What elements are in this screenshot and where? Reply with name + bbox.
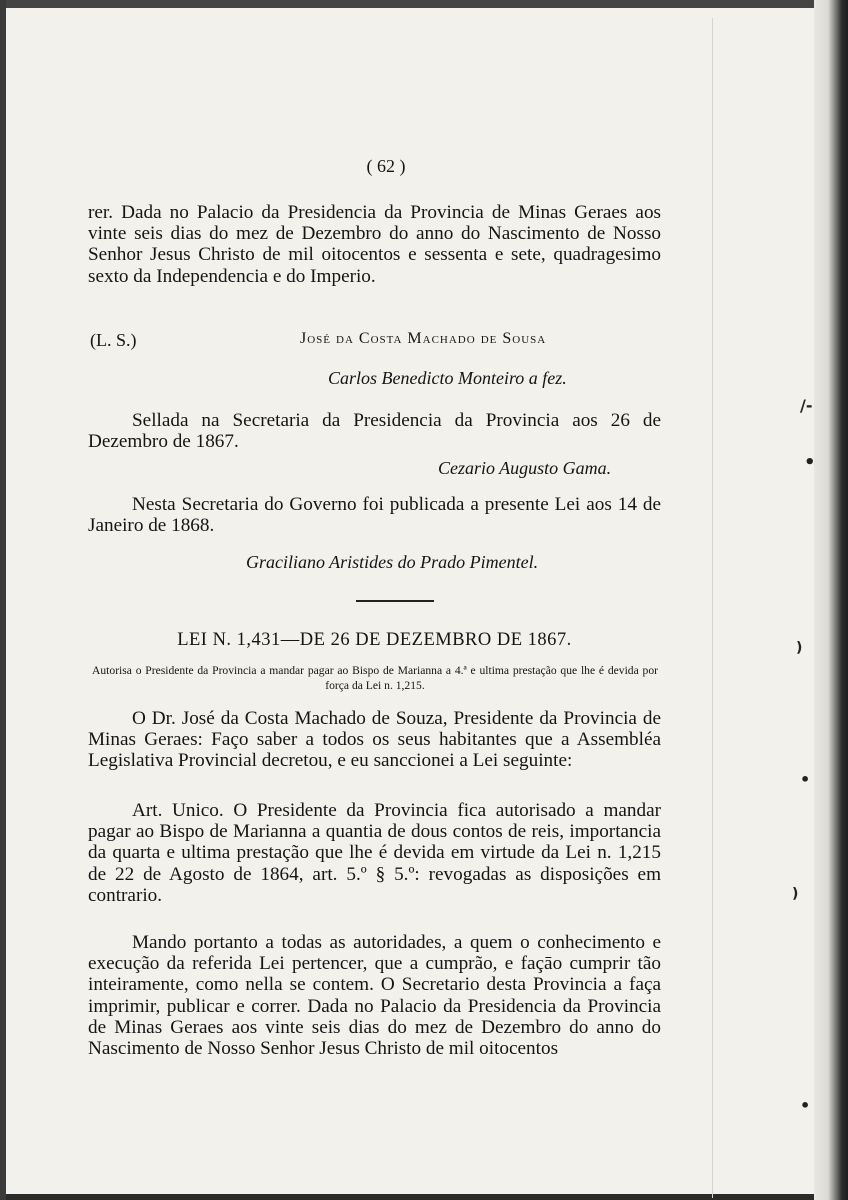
- intro-paragraph: [88, 708, 661, 772]
- dated-paragraph: [88, 202, 661, 287]
- margin-speck: •: [804, 452, 816, 473]
- seal-mark: (L. S.): [90, 330, 137, 350]
- margin-speck: ): [796, 640, 803, 656]
- scan-right-edge: [814, 0, 848, 1200]
- published-paragraph-text: Nesta Secretaria do Governo foi publicada a presente Lei aos 14 de Janeiro de 1868.: [88, 494, 661, 537]
- clerk-signature: Carlos Benedicto Monteiro a fez.: [328, 368, 567, 388]
- published-signer: Graciliano Aristides do Prado Pimentel.: [246, 552, 539, 572]
- section-divider: [356, 600, 434, 602]
- article-paragraph-text: Art. Unico. O Presidente da Provincia fica autorisado a mandar pagar ao Bispo de Marianna a quantia de dous contos de reis, importancia da quarta e ultima prestação que lhe é devida em virtude da Lei n. 1,215 de 22 de Agosto de 1864, art. 5.º § 5.º: revogadas as disposições em contrario.: [88, 800, 661, 906]
- margin-speck: ): [792, 886, 799, 902]
- page-number: ( 62 ): [366, 156, 406, 176]
- dated-paragraph-text: rer. Dada no Palacio da Presidencia da Provincia de Minas Geraes aos vinte seis dias do mez de Dezembro do anno do Nascimento de Nosso Senhor Jesus Christo de mil oitocentos e sessenta e sete, quadragesimo sexto da Independencia e do Imperio.: [88, 202, 661, 287]
- published-paragraph: [88, 494, 661, 536]
- scan-left-edge: [0, 0, 6, 1200]
- sealed-signer: Cezario Augusto Gama.: [438, 458, 612, 478]
- closing-paragraph-text: Mando portanto a todas as autoridades, a quem o conhecimento e execução da referida Lei pertencer, que a cumprão, e façāo cumprir tão inteiramente, como nella se contem. O Secretario desta Provincia a faça imprimir, publicar e correr. Dada no Palacio da Presidencia da Provincia de Minas Geraes aos vinte seis dias do mez de Dezembro do anno do Nascimento de Nosso Senhor Jesus Christo de mil oitocentos: [88, 932, 661, 1060]
- sealed-paragraph: [88, 410, 661, 452]
- page-fold-line: [712, 18, 713, 1198]
- closing-paragraph: [88, 932, 661, 1059]
- margin-speck: •: [800, 1096, 811, 1115]
- intro-paragraph-text: O Dr. José da Costa Machado de Souza, Presidente da Provincia de Minas Geraes: Faço saber a todos os seus habitantes que a Assembléa Legislativa Provincial decretou, e eu sanccionei a Lei seguinte:: [88, 708, 661, 772]
- margin-speck: /-: [800, 396, 813, 415]
- margin-speck: •: [800, 770, 811, 789]
- law-title: LEI N. 1,431—DE 26 DE DEZEMBRO DE 1867.: [177, 630, 572, 650]
- law-summary: Autorisa o Presidente da Provincia a mandar pagar ao Bispo de Marianna a 4.ª e ultima prestação que lhe é devida por força da Lei n. 1,215.: [92, 664, 658, 692]
- article-paragraph: [88, 800, 661, 906]
- sealed-paragraph-text: Sellada na Secretaria da Presidencia da Provincia aos 26 de Dezembro de 1867.: [88, 410, 661, 453]
- signatory-name: José da Costa Machado de Sousa: [300, 330, 547, 347]
